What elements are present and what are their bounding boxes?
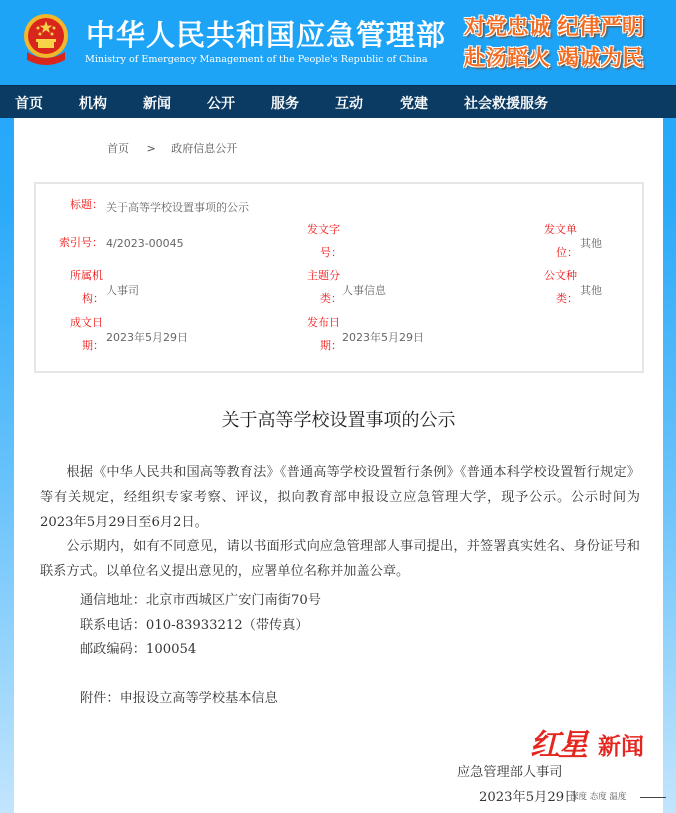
meta-title-value: 关于高等学校设置事项的公示 bbox=[106, 201, 249, 214]
national-emblem-icon[interactable] bbox=[21, 12, 71, 68]
nav-item-services[interactable]: 服务 bbox=[271, 96, 299, 112]
attachment-label: 附件： bbox=[80, 691, 120, 706]
contact-phone: 联系电话：010-83933212（带传真） bbox=[80, 618, 309, 633]
meta-doctype-label-1: 公文种 bbox=[544, 269, 577, 282]
signature-date: 2023年5月29日 bbox=[479, 790, 578, 805]
breadcrumb-current[interactable]: 政府信息公开 bbox=[171, 142, 238, 155]
meta-topic-label-1: 主题分 bbox=[307, 269, 340, 282]
meta-published-label-2: 期： bbox=[320, 339, 342, 352]
contact-address: 通信地址：北京市西城区广安门南街70号 bbox=[80, 593, 321, 608]
breadcrumb bbox=[107, 140, 237, 156]
watermark-divider bbox=[640, 797, 666, 798]
meta-published-value: 2023年5月29日 bbox=[342, 331, 424, 344]
meta-title-label: 标题： bbox=[70, 198, 103, 211]
attachment bbox=[80, 687, 278, 706]
meta-issuer-label-2: 位： bbox=[556, 246, 578, 259]
contact-postcode: 邮政编码：100054 bbox=[80, 642, 197, 657]
meta-topic-label-2: 类： bbox=[320, 292, 342, 305]
site-title: 中华人民共和国应急管理部 bbox=[86, 18, 447, 52]
watermark-logo-script: 红星 bbox=[530, 728, 586, 763]
breadcrumb-separator: > bbox=[146, 142, 156, 155]
meta-dept-label-1: 所属机 bbox=[70, 269, 103, 282]
meta-index-label: 索引号： bbox=[59, 236, 103, 249]
meta-created-label-2: 期： bbox=[82, 339, 104, 352]
meta-doctype-value: 其他 bbox=[580, 284, 602, 297]
signature-org: 应急管理部人事司 bbox=[457, 765, 563, 780]
meta-created-value: 2023年5月29日 bbox=[106, 331, 188, 344]
nav-item-party[interactable]: 党建 bbox=[400, 96, 428, 112]
nav-item-disclosure[interactable]: 公开 bbox=[207, 96, 235, 112]
site-header bbox=[0, 0, 676, 85]
meta-docno-label-2: 号： bbox=[320, 246, 342, 259]
article-title: 关于高等学校设置事项的公示 bbox=[221, 410, 456, 431]
meta-topic-value: 人事信息 bbox=[342, 284, 386, 297]
main-nav bbox=[0, 85, 676, 118]
meta-index-value: 4/2023-00045 bbox=[106, 237, 184, 250]
nav-item-home[interactable]: 首页 bbox=[15, 96, 43, 112]
content-panel bbox=[14, 118, 663, 813]
nav-item-news[interactable]: 新闻 bbox=[143, 96, 171, 112]
meta-issuer-label-1: 发文单 bbox=[544, 223, 577, 236]
attachment-link[interactable]: 申报设立高等学校基本信息 bbox=[119, 691, 278, 706]
meta-published-label-1: 发布日 bbox=[307, 316, 340, 329]
meta-issuer-value: 其他 bbox=[580, 237, 602, 250]
breadcrumb-home[interactable]: 首页 bbox=[107, 142, 129, 155]
meta-created-label-1: 成文日 bbox=[70, 316, 103, 329]
meta-dept-value: 人事司 bbox=[106, 284, 139, 297]
site-subtitle: Ministry of Emergency Management of the People's Republic of China bbox=[85, 54, 428, 65]
meta-doctype-label-2: 类： bbox=[556, 292, 578, 305]
slogan-line-2: 赴汤蹈火 竭诚为民 bbox=[464, 46, 644, 71]
watermark-logo-text: 新闻 bbox=[598, 733, 644, 760]
watermark-tagline: 深度 态度 温度 bbox=[570, 792, 627, 802]
meta-docno-label-1: 发文字 bbox=[307, 223, 340, 236]
meta-dept-label-2: 构： bbox=[82, 292, 104, 305]
nav-item-rescue-services[interactable]: 社会救援服务 bbox=[464, 96, 548, 112]
slogan-line-1: 对党忠诚 纪律严明 bbox=[464, 15, 644, 40]
article-paragraph-2: 公示期内，如有不同意见，请以书面形式向应急管理部人事司提出，并签署真实姓名、身份证号和联系方式。以单位名义提出意见的，应署单位名称并加盖公章。 bbox=[40, 539, 640, 579]
nav-item-organization[interactable]: 机构 bbox=[79, 96, 107, 112]
document-metadata bbox=[34, 182, 644, 373]
hongxing-news-watermark bbox=[530, 720, 670, 810]
nav-item-interaction[interactable]: 互动 bbox=[335, 96, 363, 112]
article-paragraph-1: 根据《中华人民共和国高等教育法》《普通高等学校设置暂行条例》《普通本科学校设置暂行规定》等有关规定，经组织专家考察、评议，拟向教育部申报设立应急管理大学，现予公示。公示时间为2023年5月29日至6月2日。 bbox=[40, 465, 640, 530]
